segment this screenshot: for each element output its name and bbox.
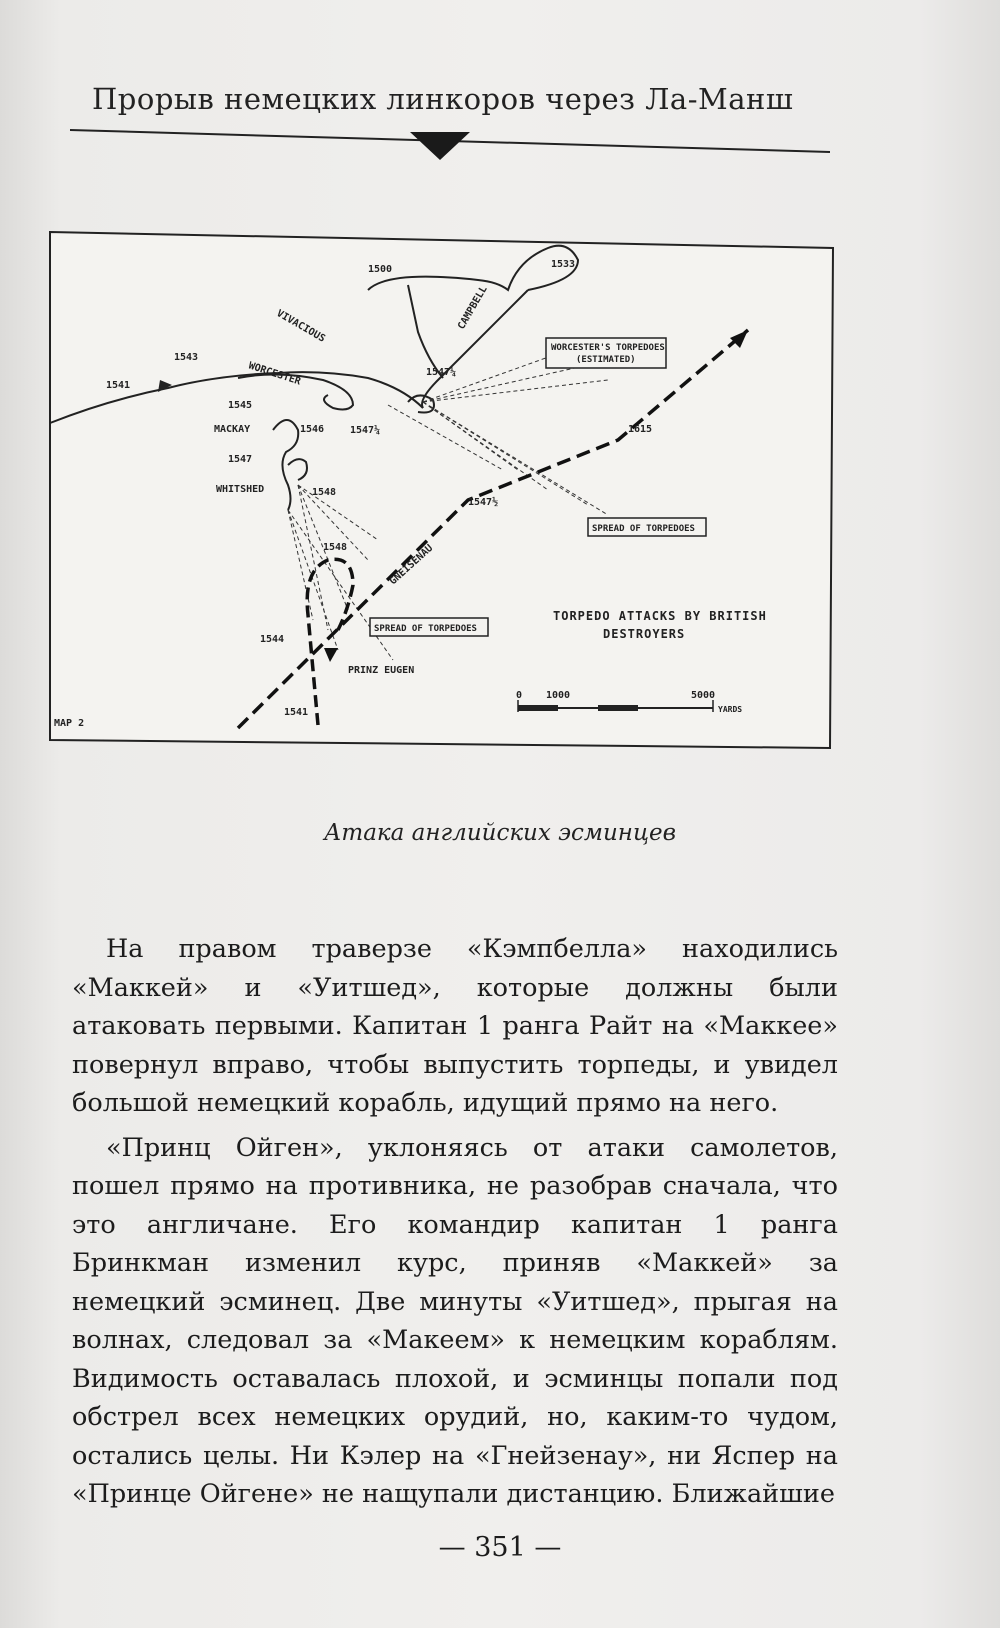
- box-worcester-torpedoes: [546, 338, 666, 368]
- box-spread-left: [370, 618, 488, 636]
- label-1548-a: 1548: [312, 487, 337, 498]
- paragraph: На правом траверзе «Кэмпбелла» находились «Маккей» и «Уитшед», которые должны были атаковать первыми. Капитан 1 ранга Райт на «Маккее» повернул вправо, чтобы выпустить торпеды, и увидел большой немецкий корабль, идущий прямо на него.: [72, 934, 838, 1118]
- label-map-number: MAP 2: [54, 718, 85, 729]
- body-text: [72, 930, 838, 1520]
- svg-text:1000: 1000: [546, 690, 571, 701]
- svg-text:0: 0: [516, 690, 523, 701]
- svg-text:5000: 5000: [691, 690, 716, 701]
- label-whitshed: WHITSHED: [216, 484, 265, 495]
- header-rule: [70, 118, 830, 168]
- label-1541-b: 1541: [284, 707, 309, 718]
- svg-text:SPREAD OF TORPEDOES: SPREAD OF TORPEDOES: [592, 524, 695, 534]
- label-1548-b: 1548: [323, 542, 348, 553]
- label-1546: 1546: [300, 424, 325, 435]
- running-title: Прорыв немецких линкоров через Ла-Манш: [92, 82, 794, 116]
- label-1533: 1533: [551, 259, 576, 270]
- label-vivacious: VIVACIOUS: [274, 308, 327, 345]
- svg-text:(ESTIMATED): (ESTIMATED): [576, 355, 636, 365]
- label-prinz-eugen: PRINZ EUGEN: [348, 665, 415, 676]
- label-campbell: CAMPBELL: [456, 284, 490, 332]
- label-worcester: WORCESTER: [247, 360, 303, 388]
- label-1541: 1541: [106, 380, 131, 391]
- destroyer-attack-map: [48, 230, 836, 770]
- label-1547: 1547: [228, 454, 253, 465]
- label-1547-c: 1547¼: [350, 425, 381, 436]
- label-1615: 1615: [628, 424, 653, 435]
- label-mackay: MACKAY: [214, 424, 251, 435]
- svg-text:SPREAD OF TORPEDOES: SPREAD OF TORPEDOES: [374, 624, 477, 634]
- paragraph: «Принц Ойген», уклоняясь от атаки самолетов, пошел прямо на противника, не разобрав сначала, что это англичане. Его командир капитан 1 ранга Бринкман изменил курс, приняв «Маккей» за немецкий эсминец. Две минуты «Уитшед», прыгая на волнах, следовал за «Макеем» к немецким кораблям. Видимость оставалась плохой, и эсминцы попали под обстрел всех немецких орудий, но, каким-то чудом, остались целы. Ни Кэлер на «Гнейзенау», ни Яспер на «Принце Ойгене» не нащупали дистанцию. Ближайшие: [72, 1132, 838, 1509]
- box-spread-right: [588, 518, 706, 536]
- page-number: — 351 —: [438, 1532, 562, 1563]
- label-1500: 1500: [368, 264, 393, 275]
- map-title-line2: DESTROYERS: [603, 627, 686, 641]
- label-1544: 1544: [260, 634, 285, 645]
- figure-caption: Атака английских эсминцев: [323, 820, 676, 846]
- map-border: [50, 232, 833, 748]
- svg-text:YARDS: YARDS: [718, 705, 743, 714]
- map-svg: [48, 230, 836, 770]
- label-1547-b: 1547¼: [426, 367, 457, 378]
- label-1547-d: 1547½: [468, 497, 499, 508]
- label-1545: 1545: [228, 400, 253, 411]
- label-gneisenau: GNEISENAU: [387, 542, 436, 588]
- label-1543: 1543: [174, 352, 199, 363]
- svg-text:WORCESTER'S TORPEDOES: WORCESTER'S TORPEDOES: [551, 343, 665, 353]
- map-title-line1: TORPEDO ATTACKS BY BRITISH: [553, 609, 767, 623]
